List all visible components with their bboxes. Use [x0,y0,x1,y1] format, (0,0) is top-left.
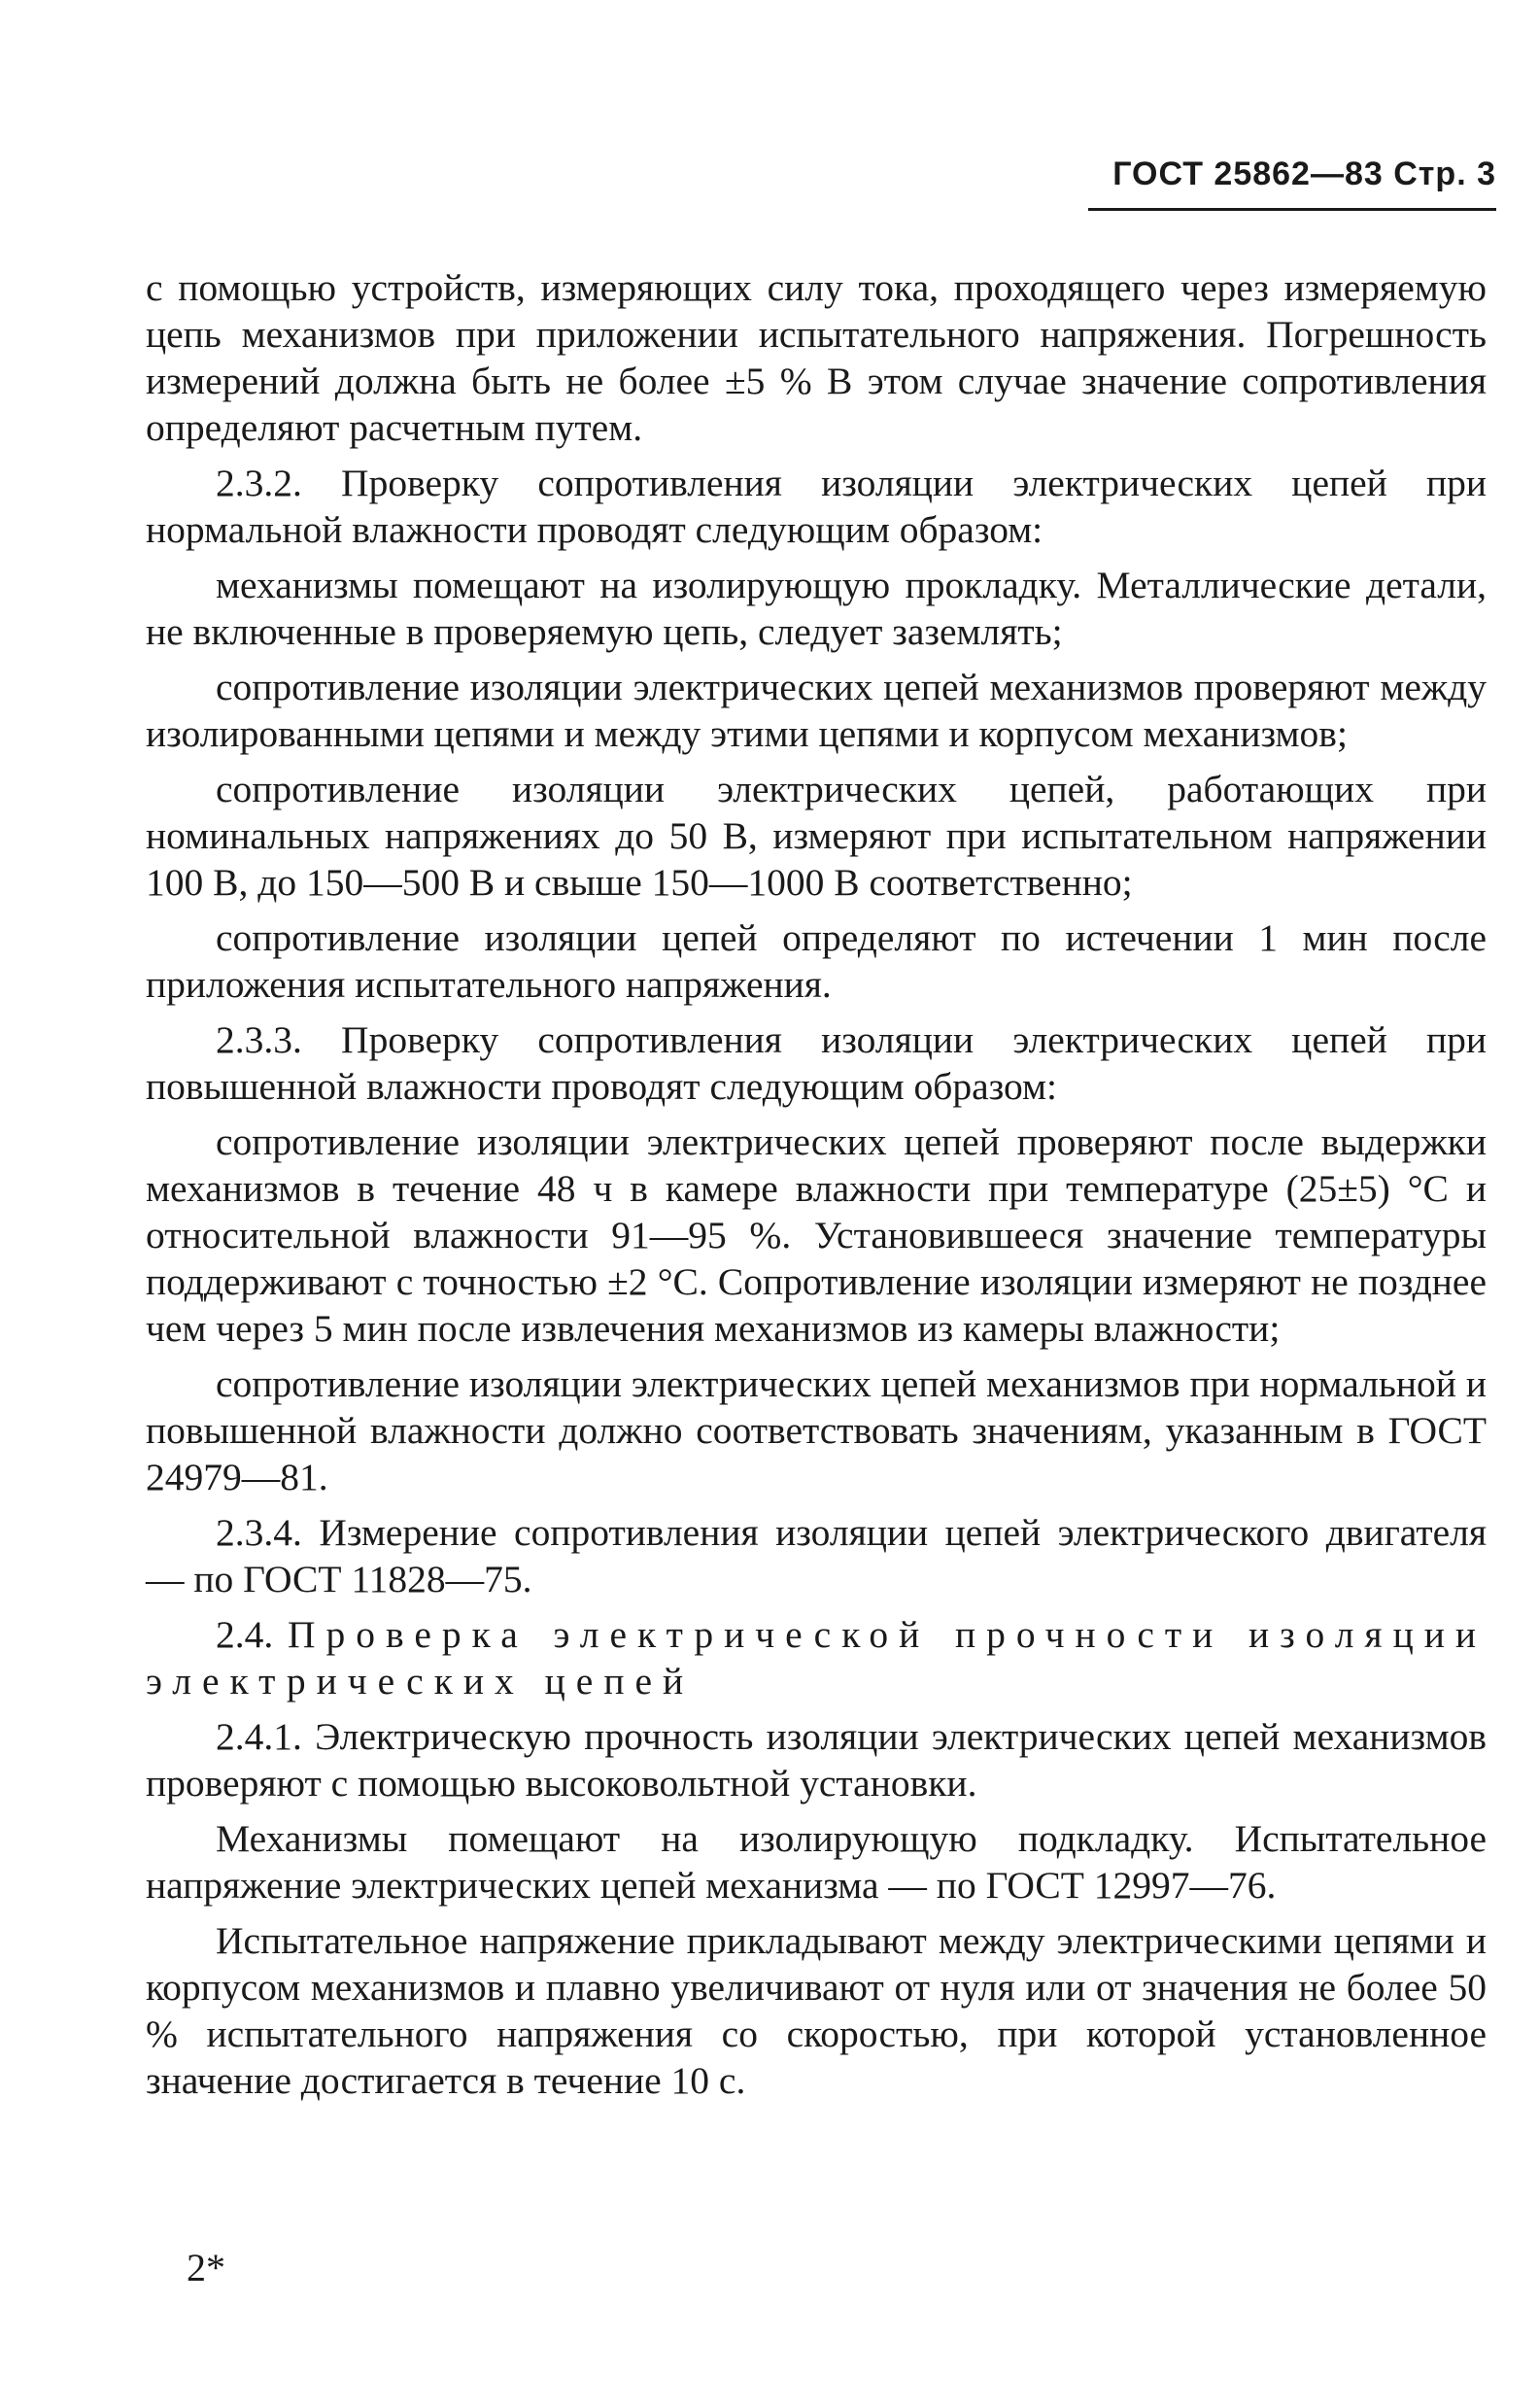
paragraph-2-3-2: 2.3.2. Проверку сопротивления изоляции электрических цепей при нормальной влажности проводят следующим образом: [146,462,1487,551]
section-number: 2.4. [216,1613,274,1656]
paragraph-item: сопротивление изоляции электрических цепей механизмов при нормальной и повышенной влажности должно соответствовать значениям, указанным в ГОСТ 24979—81. [146,1362,1487,1498]
paragraph-2-4-1: 2.4.1. Электрическую прочность изоляции электрических цепей механизмов проверяют с помощью высоковольтной установки. [146,1715,1487,1805]
paragraph-item: сопротивление изоляции цепей определяют по истечении 1 мин после приложения испытательного напряжения. [146,916,1487,1006]
paragraph-2-3-3: 2.3.3. Проверку сопротивления изоляции электрических цепей при повышенной влажности проводят следующим образом: [146,1018,1487,1108]
paragraph-2-3-4: 2.3.4. Измерение сопротивления изоляции цепей электрического двигателя — по ГОСТ 11828—75. [146,1511,1487,1600]
paragraph-item: Механизмы помещают на изолирующую подкладку. Испытательное напряжение электрических цепей механизма — по ГОСТ 12997—76. [146,1817,1487,1907]
document-page [146,146,1496,2381]
paragraph-item: Испытательное напряжение прикладывают между электрическими цепями и корпусом механизмов и плавно увеличивают от нуля или от значения не более 50 % испытательного напряжения со скоростью, при которой установленное значение достигается в течение 10 с. [146,1919,1487,2102]
paragraph-continuation: с помощью устройств, измеряющих силу тока, проходящего через измеряемую цепь механизмов при приложении испытательного напряжения. Погрешность измерений должна быть не более ±5 % В этом случае значение сопротивления определяют расчетным путем. [146,266,1487,449]
page-header: ГОСТ 25862—83 Стр. 3 [1112,155,1496,192]
header-rule [1088,208,1496,211]
section-heading-2-4 [146,1611,1487,1704]
signature-mark: 2* [187,2246,225,2289]
document-body [146,264,1487,2104]
paragraph-item: механизмы помещают на изолирующую прокладку. Металлические детали, не включенные в проверяемую цепь, следует заземлять; [146,564,1487,653]
section-title: Проверка электрической прочности изоляции электрических цепей [146,1613,1487,1703]
paragraph-item: сопротивление изоляции электрических цепей, работающих при номинальных напряжениях до 50 В, измеряют при испытательном напряжении 100 В, до 150—500 В и свыше 150—1000 В соответственно; [146,768,1487,904]
paragraph-item: сопротивление изоляции электрических цепей проверяют после выдержки механизмов в течение 48 ч в камере влажности при температуре (25±5) °С и относительной влажности 91—95 %. Установившееся значение температуры поддерживают с точностью ±2 °С. Сопротивление изоляции измеряют не позднее чем через 5 мин после извлечения механизмов из камеры влажности; [146,1120,1487,1350]
paragraph-item: сопротивление изоляции электрических цепей механизмов проверяют между изолированными цепями и между этими цепями и корпусом механизмов; [146,666,1487,755]
